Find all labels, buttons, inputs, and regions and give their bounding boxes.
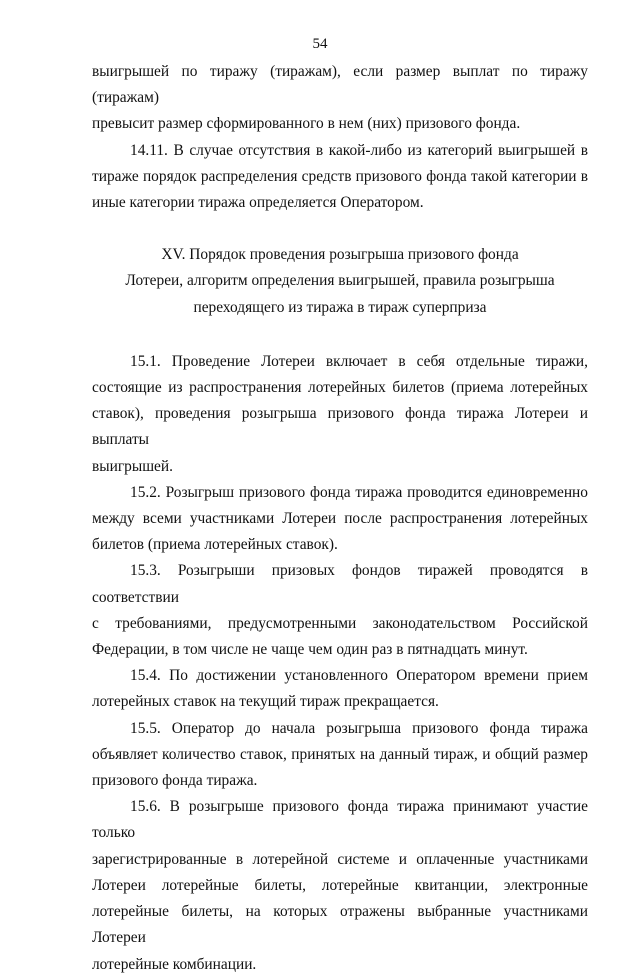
paragraph-15-4 xyxy=(92,663,588,715)
paragraph-15-2 xyxy=(92,480,588,559)
text-line: 14.11. В случае отсутствия в какой-либо из категорий выигрышей в xyxy=(130,141,588,159)
text-line: с требованиями, предусмотренными законодательством Российской xyxy=(92,614,588,632)
section-heading xyxy=(92,242,588,321)
paragraph-15-5 xyxy=(92,716,588,795)
text-line: лотерейные билеты, на которых отражены выбранные участниками Лотереи xyxy=(92,903,588,947)
text-line: 15.5. Оператор до начала розыгрыша призового фонда тиража xyxy=(130,719,588,737)
heading-line: Лотереи, алгоритм определения выигрышей, правила розыгрыша xyxy=(125,272,555,290)
text-line: зарегистрированные в лотерейной системе и оплаченные участниками xyxy=(92,850,588,868)
text-line: Федерации, в том числе не чаще чем один раз в пятнадцать минут. xyxy=(92,641,528,659)
text-line: билетов (приема лотерейных ставок). xyxy=(92,536,338,554)
spacer xyxy=(92,321,588,349)
text-line: 15.4. По достижении установленного Оператором времени прием xyxy=(130,667,588,685)
text-line: состоящие из распространения лотерейных билетов (приема лотерейных xyxy=(92,379,588,397)
text-line: ставок), проведения розыгрыша призового фонда тиража Лотереи и выплаты xyxy=(92,405,588,449)
text-line: 15.2. Розыгрыш призового фонда тиража проводится единовременно xyxy=(130,483,588,501)
text-line: лотерейных ставок на текущий тираж прекращается. xyxy=(92,693,439,711)
text-line: выигрышей по тиражу (тиражам), если размер выплат по тиражу (тиражам) xyxy=(92,63,588,107)
text-line: объявляет количество ставок, принятых на данный тираж, и общий размер xyxy=(92,745,588,763)
text-line: призового фонда тиража. xyxy=(92,772,258,790)
paragraph-15-3 xyxy=(92,558,588,663)
heading-line: переходящего из тиража в тираж суперприза xyxy=(193,298,487,316)
text-line: 15.1. Проведение Лотереи включает в себя отдельные тиражи, xyxy=(130,352,588,370)
heading-line: XV. Порядок проведения розыгрыша призового фонда xyxy=(161,246,519,264)
text-line: Лотереи лотерейные билеты, лотерейные квитанции, электронные xyxy=(92,876,588,894)
text-line: иные категории тиража определяется Оператором. xyxy=(92,194,424,212)
document-body xyxy=(92,59,588,978)
text-line: выигрышей. xyxy=(92,457,173,475)
paragraph-14-11 xyxy=(92,138,588,217)
spacer xyxy=(92,216,588,242)
text-line: 15.6. В розыгрыше призового фонда тиража принимают участие только xyxy=(92,798,588,842)
text-line: тираже порядок распределения средств призового фонда такой категории в xyxy=(92,167,588,185)
paragraph-15-1 xyxy=(92,349,588,480)
text-line: превысит размер сформированного в нем (них) призового фонда. xyxy=(92,115,521,133)
paragraph-15-6 xyxy=(92,794,588,977)
page-number: 54 xyxy=(312,36,328,52)
text-line: 15.3. Розыгрыши призовых фондов тиражей проводятся в соответствии xyxy=(92,562,588,606)
text-line: между всеми участниками Лотереи после распространения лотерейных xyxy=(92,510,588,528)
paragraph-continuation xyxy=(92,59,588,138)
text-line: лотерейные комбинации. xyxy=(92,955,257,973)
